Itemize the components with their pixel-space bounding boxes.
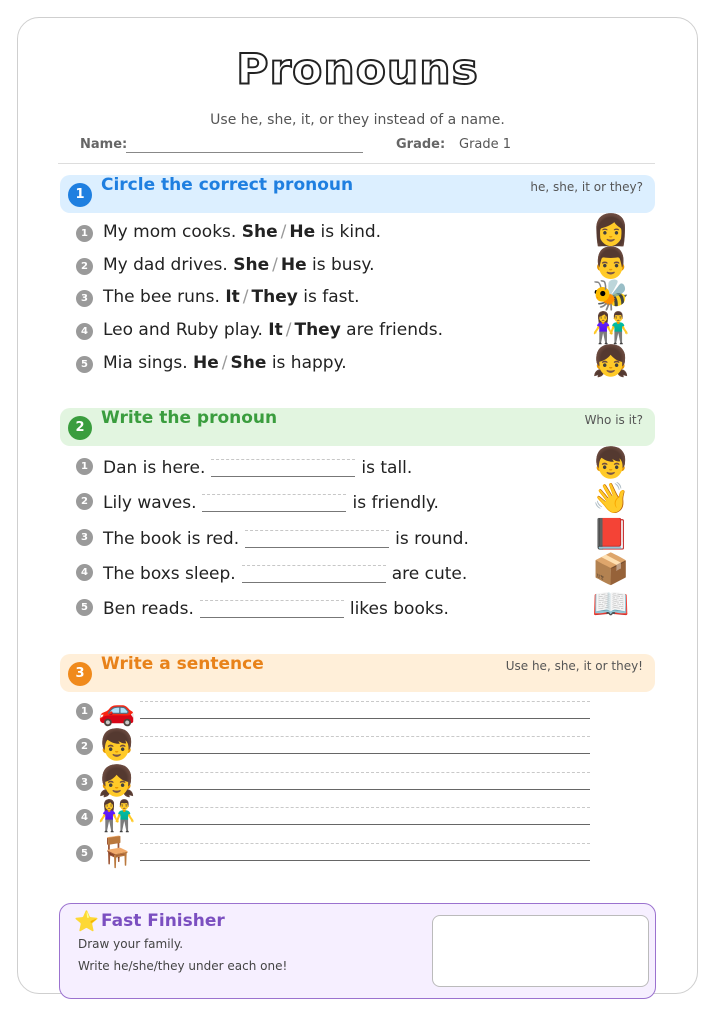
sentence-end: is fast.: [297, 287, 360, 307]
star-icon: ⭐: [74, 909, 99, 933]
question-sentence: [103, 526, 469, 549]
writing-line[interactable]: [140, 843, 590, 861]
question-number: 2: [76, 738, 93, 755]
box-icon: 📦: [592, 552, 630, 587]
sentence-end: is kind.: [315, 222, 382, 242]
chair-icon: 🪑: [98, 835, 136, 870]
question-number: 5: [76, 845, 93, 862]
section-number: 3: [68, 662, 92, 686]
fast-finisher-instruction: Draw your family.: [78, 937, 184, 951]
fast-finisher-box: [59, 903, 656, 999]
sentence-end: likes books.: [349, 599, 449, 619]
question-sentence: [103, 596, 449, 619]
wave-icon: 👋: [592, 481, 630, 516]
bee-icon: 🐝: [592, 278, 630, 313]
grade-label: Grade:: [396, 137, 446, 152]
car-icon: 🚗: [98, 693, 136, 728]
option-divider: /: [221, 353, 228, 373]
sentence-end: are friends.: [340, 320, 444, 340]
girl-icon: 👧: [98, 764, 136, 799]
boy-icon: 👦: [592, 446, 630, 481]
name-label: Name:: [80, 137, 128, 152]
option-divider: /: [280, 222, 287, 242]
question-sentence: [103, 490, 439, 513]
sentence-start: Leo and Ruby play.: [103, 320, 269, 340]
question-number: 3: [76, 290, 93, 307]
drawing-box[interactable]: [432, 915, 649, 987]
section-title: Circle the correct pronoun: [101, 175, 354, 195]
sentence-end: is round.: [395, 529, 469, 549]
open-book-icon: 📖: [592, 587, 630, 622]
question-number: 5: [76, 599, 93, 616]
sentence-start: My dad drives.: [103, 255, 234, 275]
question-number: 2: [76, 258, 93, 275]
sentence-start: Dan is here.: [103, 458, 206, 478]
answer-blank[interactable]: [211, 459, 355, 477]
pronoun-option[interactable]: He: [193, 353, 219, 373]
option-divider: /: [285, 320, 292, 340]
page-subtitle: Use he, she, it, or they instead of a name.: [210, 112, 505, 128]
writing-line[interactable]: [140, 807, 590, 825]
question-sentence: [103, 353, 347, 373]
answer-blank[interactable]: [242, 565, 386, 583]
section-title: Write the pronoun: [101, 408, 278, 428]
boy-icon: 👦: [98, 728, 136, 763]
question-number: 2: [76, 493, 93, 510]
question-number: 4: [76, 564, 93, 581]
answer-blank[interactable]: [245, 530, 389, 548]
sentence-start: The boxs sleep.: [103, 564, 236, 584]
pronoun-option[interactable]: She: [233, 255, 270, 275]
sentence-start: The bee runs.: [103, 287, 226, 307]
sentence-start: Ben reads.: [103, 599, 194, 619]
section-hint: Use he, she, it or they!: [505, 659, 643, 673]
dad-icon: 👨: [592, 246, 630, 281]
question-number: 4: [76, 809, 93, 826]
question-number: 1: [76, 225, 93, 242]
question-number: 5: [76, 356, 93, 373]
kids-icon: 👫: [98, 799, 136, 834]
sentence-end: is friendly.: [352, 493, 439, 513]
question-number: 3: [76, 529, 93, 546]
sentence-end: is happy.: [266, 353, 347, 373]
answer-blank[interactable]: [200, 600, 344, 618]
pronoun-option[interactable]: She: [230, 353, 267, 373]
section-1-header: [60, 175, 655, 213]
question-sentence: [103, 561, 467, 584]
sentence-start: The book is red.: [103, 529, 240, 549]
pronoun-option[interactable]: They: [251, 287, 298, 307]
section-hint: he, she, it or they?: [530, 180, 643, 194]
pronoun-option[interactable]: They: [294, 320, 341, 340]
section-number: 1: [68, 183, 92, 207]
question-sentence: [103, 287, 360, 307]
pronoun-option[interactable]: She: [241, 222, 278, 242]
question-sentence: [103, 255, 374, 275]
pronoun-option[interactable]: It: [268, 320, 283, 340]
question-sentence: [103, 320, 443, 340]
section-2-header: [60, 408, 655, 446]
option-divider: /: [272, 255, 278, 275]
section-hint: Who is it?: [584, 413, 643, 427]
pronoun-option[interactable]: He: [280, 255, 307, 275]
question-number: 1: [76, 458, 93, 475]
pronoun-option[interactable]: He: [289, 222, 316, 242]
sentence-start: Lily waves.: [103, 493, 197, 513]
question-sentence: [103, 222, 381, 242]
kids-icon: 👫: [592, 311, 630, 346]
sentence-end: is tall.: [361, 458, 413, 478]
fast-finisher-instruction: Write he/she/they under each one!: [78, 959, 288, 973]
page-title: Pronouns: [236, 45, 479, 94]
sentence-end: is busy.: [306, 255, 375, 275]
option-divider: /: [242, 287, 249, 307]
header-divider: [58, 163, 655, 164]
writing-line[interactable]: [140, 701, 590, 719]
sentence-end: are cute.: [391, 564, 468, 584]
section-number: 2: [68, 416, 92, 440]
sentence-start: My mom cooks.: [103, 222, 242, 242]
girl-icon: 👧: [592, 344, 630, 379]
section-title: Write a sentence: [101, 654, 264, 674]
section-3-header: [60, 654, 655, 692]
question-number: 4: [76, 323, 93, 340]
question-sentence: [103, 455, 412, 478]
mom-icon: 👩: [592, 213, 630, 248]
answer-blank[interactable]: [202, 494, 346, 512]
sentence-start: Mia sings.: [103, 353, 194, 373]
grade-value: Grade 1: [459, 137, 512, 152]
question-number: 1: [76, 703, 93, 720]
red-book-icon: 📕: [592, 517, 630, 552]
pronoun-option[interactable]: It: [225, 287, 240, 307]
writing-line[interactable]: [140, 772, 590, 790]
writing-line[interactable]: [140, 736, 590, 754]
question-number: 3: [76, 774, 93, 791]
name-field[interactable]: [126, 152, 363, 153]
fast-finisher-title: Fast Finisher: [101, 911, 225, 931]
